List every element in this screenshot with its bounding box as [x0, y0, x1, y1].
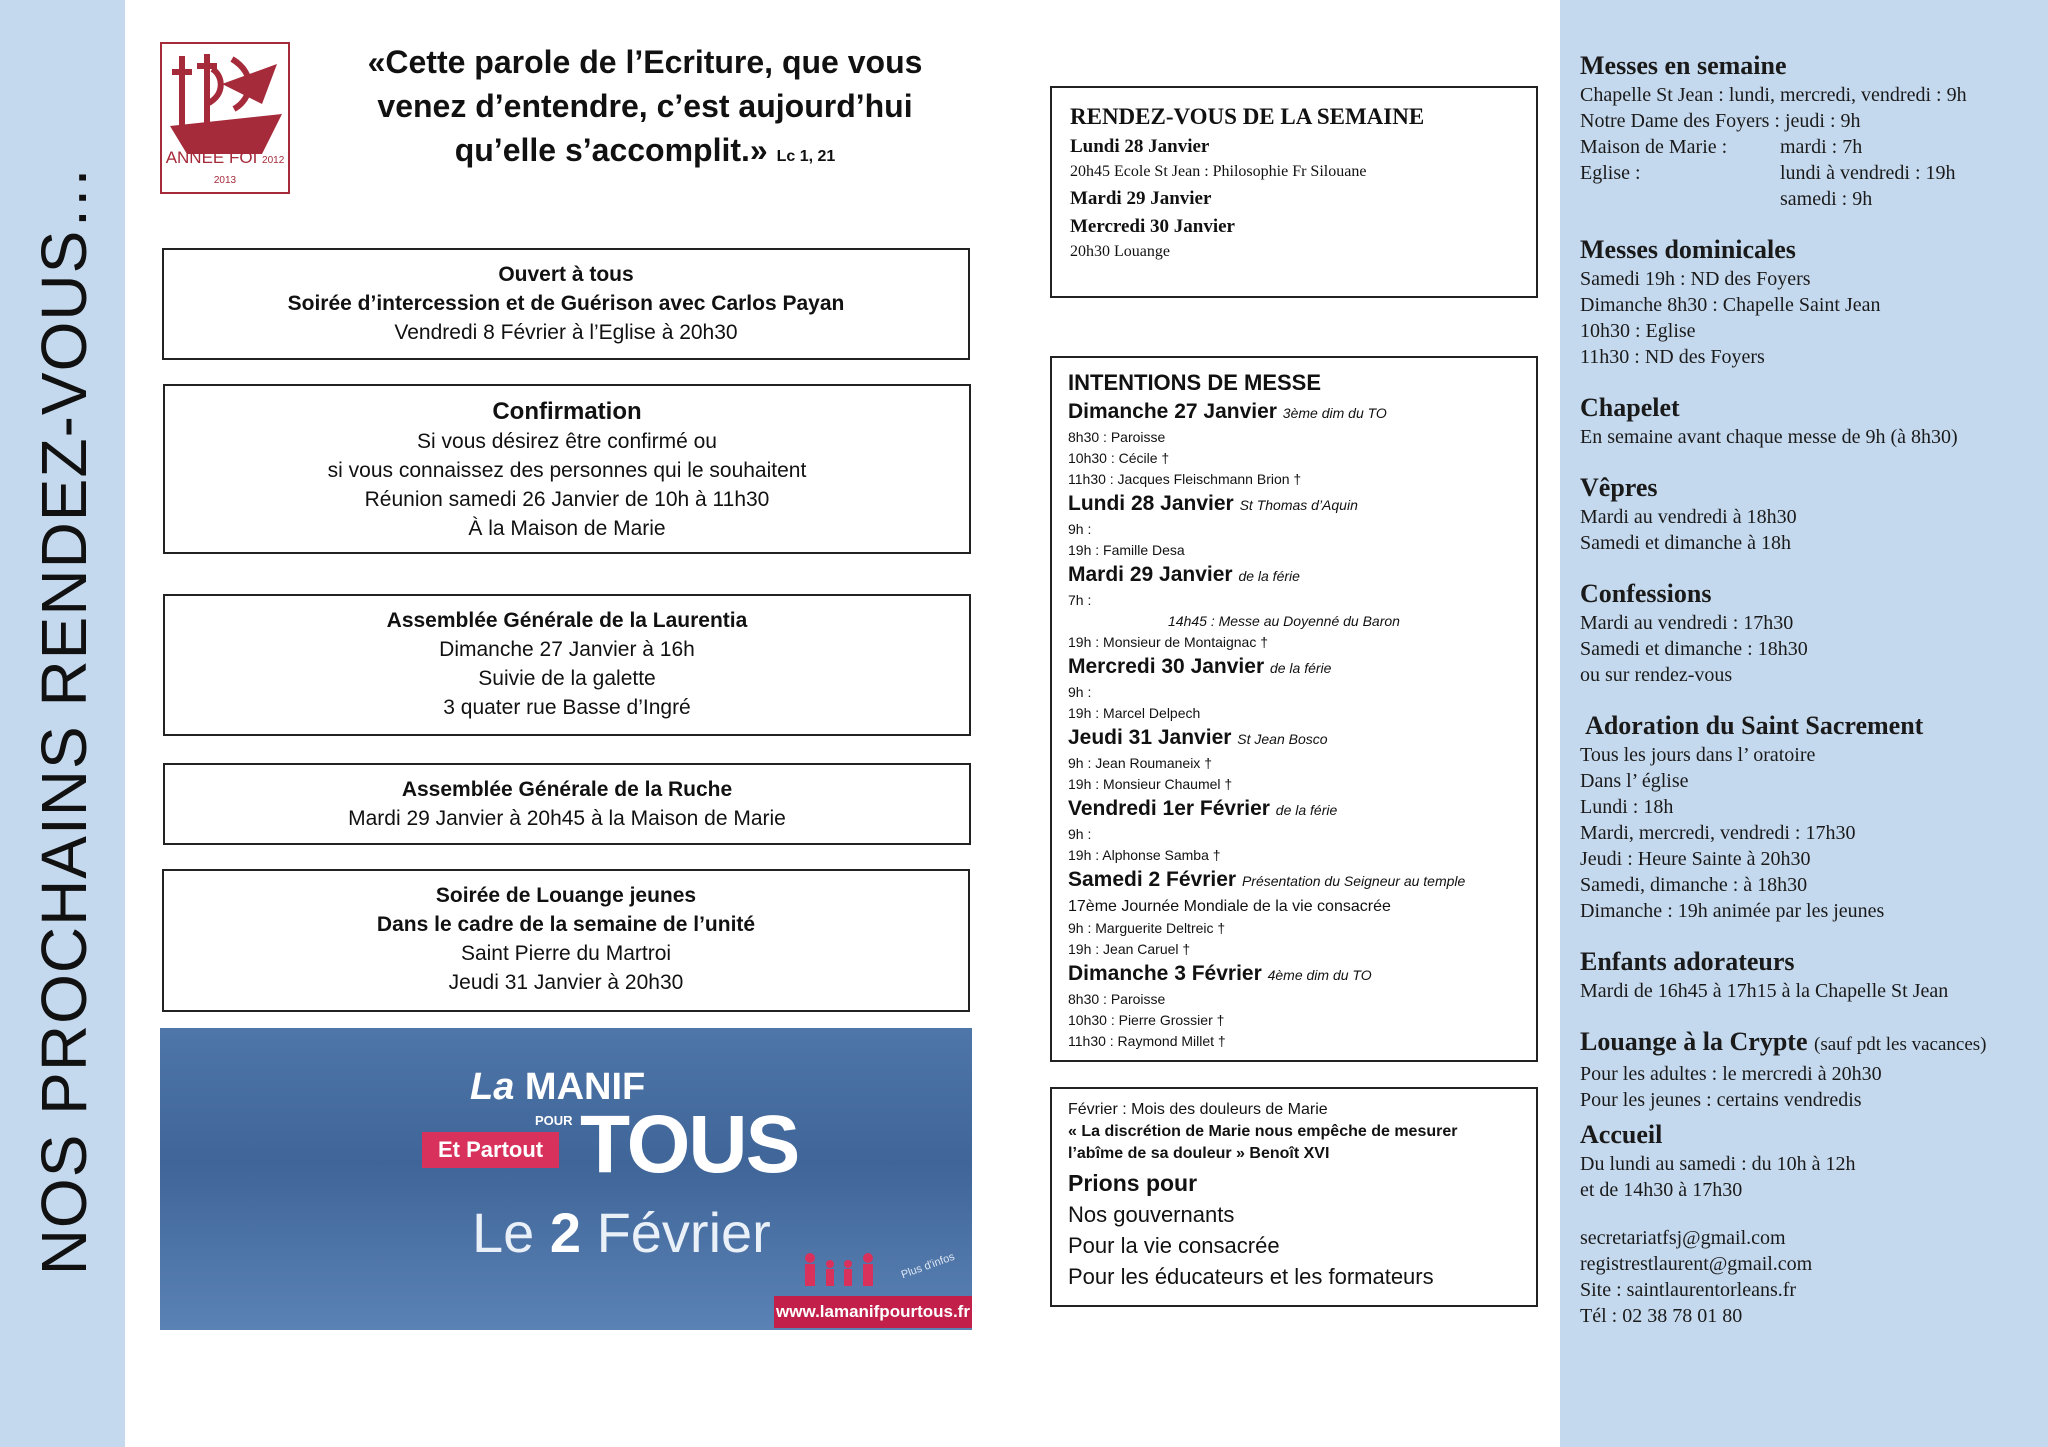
section-line: Dimanche : 19h animée par les jeunes	[1580, 900, 1885, 922]
section-line: Samedi et dimanche : 18h30	[1580, 638, 1808, 660]
event-line: si vous connaissez des personnes qui le souhaitent	[327, 459, 807, 482]
fevrier-prayer-box	[1050, 1087, 1538, 1307]
intention-item: 7h :	[1068, 592, 1092, 608]
banner-date: Le 2 Février	[472, 1201, 771, 1264]
event-line: Réunion samedi 26 Janvier de 10h à 11h30	[364, 488, 770, 511]
section-title: Confessions	[1580, 579, 1712, 608]
boat-cross-icon	[162, 44, 288, 164]
intentions-title: INTENTIONS DE MESSE	[1068, 370, 1322, 395]
section-enfants-adorateurs	[1580, 946, 2040, 1004]
section-title: Adoration du Saint Sacrement	[1580, 711, 1924, 740]
website-link[interactable]: Site : saintlaurentorleans.fr	[1580, 1279, 1797, 1301]
intention-item: 9h :	[1068, 826, 1092, 842]
intention-item: 10h30 : Cécile †	[1068, 450, 1170, 466]
banner-pour: POUR	[535, 1113, 573, 1128]
event-line: Saint Pierre du Martroi	[460, 942, 672, 965]
scripture-quote	[330, 40, 960, 179]
section-line: Tous les jours dans l’ oratoire	[1580, 744, 1816, 766]
quote-line: venez d’entendre, c’est aujourd’hui	[377, 88, 913, 124]
intention-item: 19h : Monsieur Chaumel †	[1068, 776, 1233, 792]
event-line: Vendredi 8 Février à l’Eglise à 20h30	[394, 321, 738, 344]
section-line: Jeudi : Heure Sainte à 20h30	[1580, 848, 1811, 870]
rdv-day: Mercredi 30 Janvier	[1070, 216, 1235, 237]
section-title: Messes en semaine	[1580, 51, 1787, 80]
banner-partout-badge: Et Partout	[422, 1132, 559, 1168]
section-chapelet	[1580, 392, 2040, 450]
event-line: 3 quater rue Basse d’Ingré	[443, 696, 691, 719]
section-line: Mardi, mercredi, vendredi : 17h30	[1580, 822, 1856, 844]
section-line: Samedi 19h : ND des Foyers	[1580, 268, 1811, 290]
section-row: Eglise : lundi à vendredi : 19h	[1580, 162, 1956, 184]
banner-plus-infos: Plus d'infos	[899, 1250, 957, 1282]
quote-line: «Cette parole de l’Ecriture, que vous	[367, 44, 923, 80]
event-line: Soirée d’intercession et de Guérison avec Carlos Payan	[287, 292, 845, 315]
intention-day: Jeudi 31 Janvier St Jean Bosco	[1068, 726, 1328, 749]
event-box-laurentia	[163, 594, 971, 736]
event-box-confirmation	[163, 384, 971, 554]
event-line: Mardi 29 Janvier à 20h45 à la Maison de Marie	[348, 807, 786, 830]
rdv-day: Mardi 29 Janvier	[1070, 188, 1212, 209]
section-title: Enfants adorateurs	[1580, 947, 1795, 976]
intention-item: 17ème Journée Mondiale de la vie consacrée	[1068, 898, 1391, 915]
email-link[interactable]: secretariatfsj@gmail.com	[1580, 1227, 1786, 1249]
section-title: Vêpres	[1580, 473, 1658, 502]
section-line: Mardi au vendredi à 18h30	[1580, 506, 1797, 528]
event-line: Ouvert à tous	[498, 263, 634, 286]
intention-day: Lundi 28 Janvier St Thomas d’Aquin	[1068, 492, 1358, 515]
intention-item: 8h30 : Paroisse	[1068, 991, 1166, 1007]
logo-text: ANNÉE FOI 2012 2013	[165, 148, 285, 186]
section-line: 11h30 : ND des Foyers	[1580, 346, 1765, 368]
fevrier-quote: l’abîme de sa douleur » Benoît XVI	[1068, 1145, 1330, 1162]
section-line: En semaine avant chaque messe de 9h (à 8h30)	[1580, 426, 1958, 448]
intention-item: 11h30 : Jacques Fleischmann Brion †	[1068, 471, 1302, 487]
section-row: Maison de Marie : mardi : 7h	[1580, 136, 1863, 158]
section-line: Mardi au vendredi : 17h30	[1580, 612, 1794, 634]
intention-day: Mardi 29 Janvier de la férie	[1068, 563, 1300, 586]
prions-title: Prions pour	[1068, 1170, 1198, 1196]
fevrier-quote: « La discrétion de Marie nous empêche de mesurer	[1068, 1123, 1458, 1140]
intention-item: 19h : Alphonse Samba †	[1068, 847, 1221, 863]
event-line: Jeudi 31 Janvier à 20h30	[448, 971, 684, 994]
section-title: Chapelet	[1580, 393, 1680, 422]
intention-item: 19h : Marcel Delpech	[1068, 705, 1201, 721]
event-box-louange-jeunes	[162, 869, 970, 1012]
intention-day: Dimanche 3 Février 4ème dim du TO	[1068, 962, 1372, 985]
prayer-item: Pour les éducateurs et les formateurs	[1068, 1264, 1434, 1289]
fevrier-line: Février : Mois des douleurs de Marie	[1068, 1101, 1328, 1118]
phone-number: Tél : 02 38 78 01 80	[1580, 1305, 1743, 1327]
event-box-ruche	[163, 763, 971, 845]
intention-item: 9h :	[1068, 684, 1092, 700]
family-icon	[796, 1250, 886, 1298]
section-line: Pour les adultes : le mercredi à 20h30	[1580, 1063, 1882, 1085]
section-messes-dominicales	[1580, 234, 2040, 370]
event-title: Assemblée Générale de la Ruche	[401, 778, 733, 801]
event-line: À la Maison de Marie	[468, 517, 666, 540]
section-line: ou sur rendez-vous	[1580, 664, 1733, 686]
intention-item: 8h30 : Paroisse	[1068, 429, 1166, 445]
section-title: Accueil	[1580, 1120, 1663, 1149]
section-vepres	[1580, 472, 2040, 556]
section-accueil	[1580, 1119, 2040, 1203]
contact-block	[1580, 1225, 2040, 1329]
intention-item: 9h : Jean Roumaneix †	[1068, 755, 1212, 771]
event-line: Suivie de la galette	[478, 667, 656, 690]
left-strip	[0, 0, 125, 1447]
section-messes-semaine	[1580, 50, 2040, 212]
section-line: Notre Dame des Foyers : jeudi : 9h	[1580, 110, 1861, 132]
event-line: Dans le cadre de la semaine de l’unité	[376, 913, 756, 936]
intentions-box	[1050, 356, 1538, 1062]
section-line: Lundi : 18h	[1580, 796, 1674, 818]
banner-tous: TOUS	[580, 1099, 799, 1190]
section-line: Chapelle St Jean : lundi, mercredi, vendredi : 9h	[1580, 84, 1967, 106]
intention-item: 11h30 : Raymond Millet †	[1068, 1033, 1226, 1049]
side-title: NOS PROCHAINS RENDEZ-VOUS…	[28, 164, 100, 1276]
rdv-title: RENDEZ-VOUS DE LA SEMAINE	[1070, 104, 1425, 129]
intention-day: Dimanche 27 Janvier 3ème dim du TO	[1068, 400, 1387, 423]
section-title: Louange à la Crypte (sauf pdt les vacances)	[1580, 1027, 1987, 1056]
intention-item: 9h :	[1068, 521, 1092, 537]
rdv-day: Lundi 28 Janvier	[1070, 136, 1210, 157]
intention-item: 19h : Famille Desa	[1068, 542, 1185, 558]
intention-item: 10h30 : Pierre Grossier †	[1068, 1012, 1225, 1028]
manif-pour-tous-banner[interactable]	[160, 1028, 972, 1330]
section-line: Dans l’ église	[1580, 770, 1689, 792]
email-link[interactable]: registrestlaurent@gmail.com	[1580, 1253, 1813, 1275]
section-line: et de 14h30 à 17h30	[1580, 1179, 1743, 1201]
section-title: Messes dominicales	[1580, 235, 1796, 264]
event-title: Confirmation	[492, 398, 642, 425]
intention-item: 14h45 : Messe au Doyenné du Baron	[1168, 613, 1400, 629]
event-line: Si vous désirez être confirmé ou	[417, 430, 717, 453]
section-confessions	[1580, 578, 2040, 688]
right-info-column	[1560, 0, 2048, 1447]
prayer-item: Pour la vie consacrée	[1068, 1233, 1280, 1258]
section-line: Mardi de 16h45 à 17h15 à la Chapelle St Jean	[1580, 980, 1949, 1002]
intention-day: Mercredi 30 Janvier de la férie	[1068, 655, 1332, 678]
intention-item: 19h : Monsieur de Montaignac †	[1068, 634, 1269, 650]
intention-item: 19h : Jean Caruel †	[1068, 941, 1191, 957]
section-adoration	[1580, 710, 2040, 924]
section-line: Pour les jeunes : certains vendredis	[1580, 1089, 1862, 1111]
section-line: Samedi et dimanche à 18h	[1580, 532, 1792, 554]
banner-url-link[interactable]: www.lamanifpourtous.fr	[774, 1296, 972, 1328]
event-title: Assemblée Générale de la Laurentia	[386, 609, 748, 632]
quote-line: qu’elle s’accomplit.»	[454, 132, 768, 168]
event-title: Soirée de Louange jeunes	[435, 884, 697, 907]
rdv-semaine-box	[1050, 86, 1538, 298]
quote-reference: Lc 1, 21	[776, 148, 836, 165]
intention-day: Samedi 2 Février Présentation du Seigneur au temple	[1068, 868, 1466, 891]
section-line: Dimanche 8h30 : Chapelle Saint Jean	[1580, 294, 1881, 316]
annee-foi-logo	[160, 42, 290, 194]
section-line: Du lundi au samedi : du 10h à 12h	[1580, 1153, 1856, 1175]
prayer-item: Nos gouvernants	[1068, 1202, 1235, 1227]
section-line: 10h30 : Eglise	[1580, 320, 1696, 342]
banner-la-manif: La MANIF	[470, 1066, 646, 1108]
intention-item: 9h : Marguerite Deltreic †	[1068, 920, 1226, 936]
rdv-item: 20h30 Louange	[1070, 243, 1170, 260]
event-line: Dimanche 27 Janvier à 16h	[439, 638, 695, 661]
rdv-item: 20h45 Ecole St Jean : Philosophie Fr Silouane	[1070, 163, 1367, 180]
intention-day: Vendredi 1er Février de la férie	[1068, 797, 1338, 820]
section-row: samedi : 9h	[1780, 188, 1873, 210]
section-line: Samedi, dimanche : à 18h30	[1580, 874, 1808, 896]
section-louange-crypte	[1580, 1026, 2040, 1113]
event-box-intercession	[162, 248, 970, 360]
